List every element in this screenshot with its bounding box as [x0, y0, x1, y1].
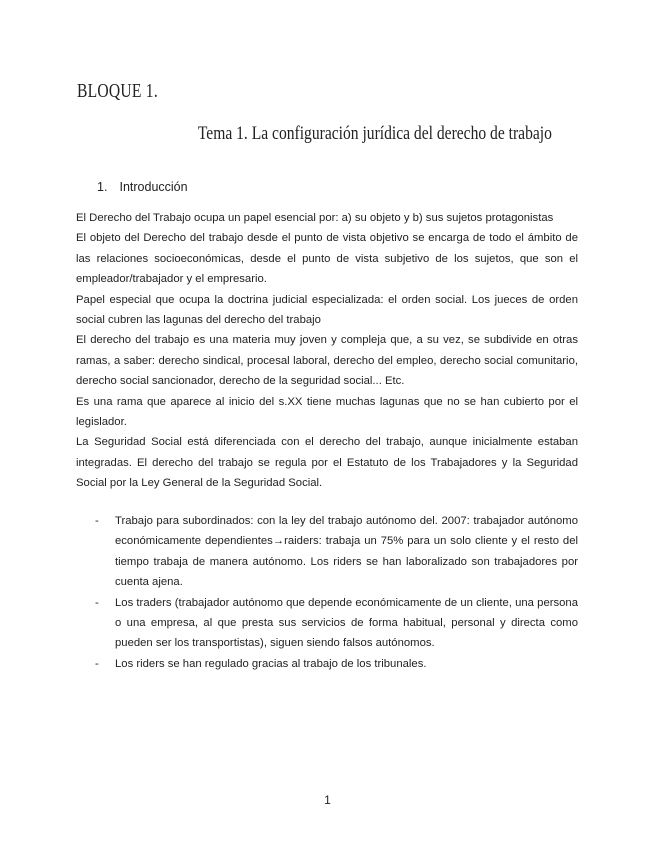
topic-title: [0, 123, 655, 145]
page-number: 1: [324, 793, 331, 807]
section-title: Introducción: [119, 180, 188, 194]
paragraph: El Derecho del Trabajo ocupa un papel esencial por: a) su objeto y b) sus sujetos protagonistas: [76, 212, 554, 224]
topic-title-text: Tema 1. La configuración jurídica del derecho de trabajo: [197, 123, 552, 144]
list-item: [95, 654, 578, 674]
paragraph: Es una rama que aparece al inicio del s.XX tiene muchas lagunas que no se han cubierto por el legislador.: [76, 395, 578, 429]
list-item-text: Los traders (trabajador autónomo que depende económicamente de un cliente, una persona o una empresa, al que presta sus servicios de forma habitual, personal y directa como pueden ser los transportistas), siguen siendo falsos autónomos.: [115, 596, 578, 650]
section-heading: [97, 180, 188, 194]
paragraph: La Seguridad Social está diferenciada con el derecho del trabajo, aunque inicialmente estaban integradas. El derecho del trabajo se regula por el Estatuto de los Trabajadores y la Seguridad Social por la Ley General de la Seguridad Social.: [76, 436, 578, 490]
list-item-text: Los riders se han regulado gracias al trabajo de los tribunales.: [115, 657, 427, 670]
bullet-marker: -: [95, 657, 99, 670]
list-item: [95, 593, 578, 654]
paragraph: El objeto del Derecho del trabajo desde el punto de vista objetivo se encarga de todo el ámbito de las relaciones socioeconómicas, desde el punto de vista subjetivo de los sujetos, que son el empleador/trabajador y el empresario.: [76, 232, 578, 286]
section-number: 1.: [97, 180, 108, 194]
list-item-text: Trabajo para subordinados: con la ley del trabajo autónomo del. 2007: trabajador autónomo económicamente dependientes→raiders: trabaja un 75% para un solo cliente y el resto del tiempo trabaja de manera autónomo. Los riders se han laboralizado son trabajadores por cuenta ajena.: [115, 515, 578, 589]
bullet-list: [95, 511, 578, 674]
block-title: BLOQUE 1.: [77, 80, 158, 102]
paragraph: Papel especial que ocupa la doctrina judicial especializada: el orden social. Los jueces de orden social cubren las lagunas del derecho del trabajo: [76, 293, 578, 327]
bullet-marker: -: [95, 596, 99, 609]
list-item: [95, 511, 578, 593]
bullet-marker: -: [95, 515, 99, 527]
paragraph: El derecho del trabajo es una materia muy joven y compleja que, a su vez, se subdivide en otras ramas, a saber: derecho sindical, procesal laboral, derecho del empleo, derecho social comunitario, derecho social sancionador, derecho de la seguridad social... Etc.: [76, 334, 578, 388]
body-text: [76, 208, 578, 494]
